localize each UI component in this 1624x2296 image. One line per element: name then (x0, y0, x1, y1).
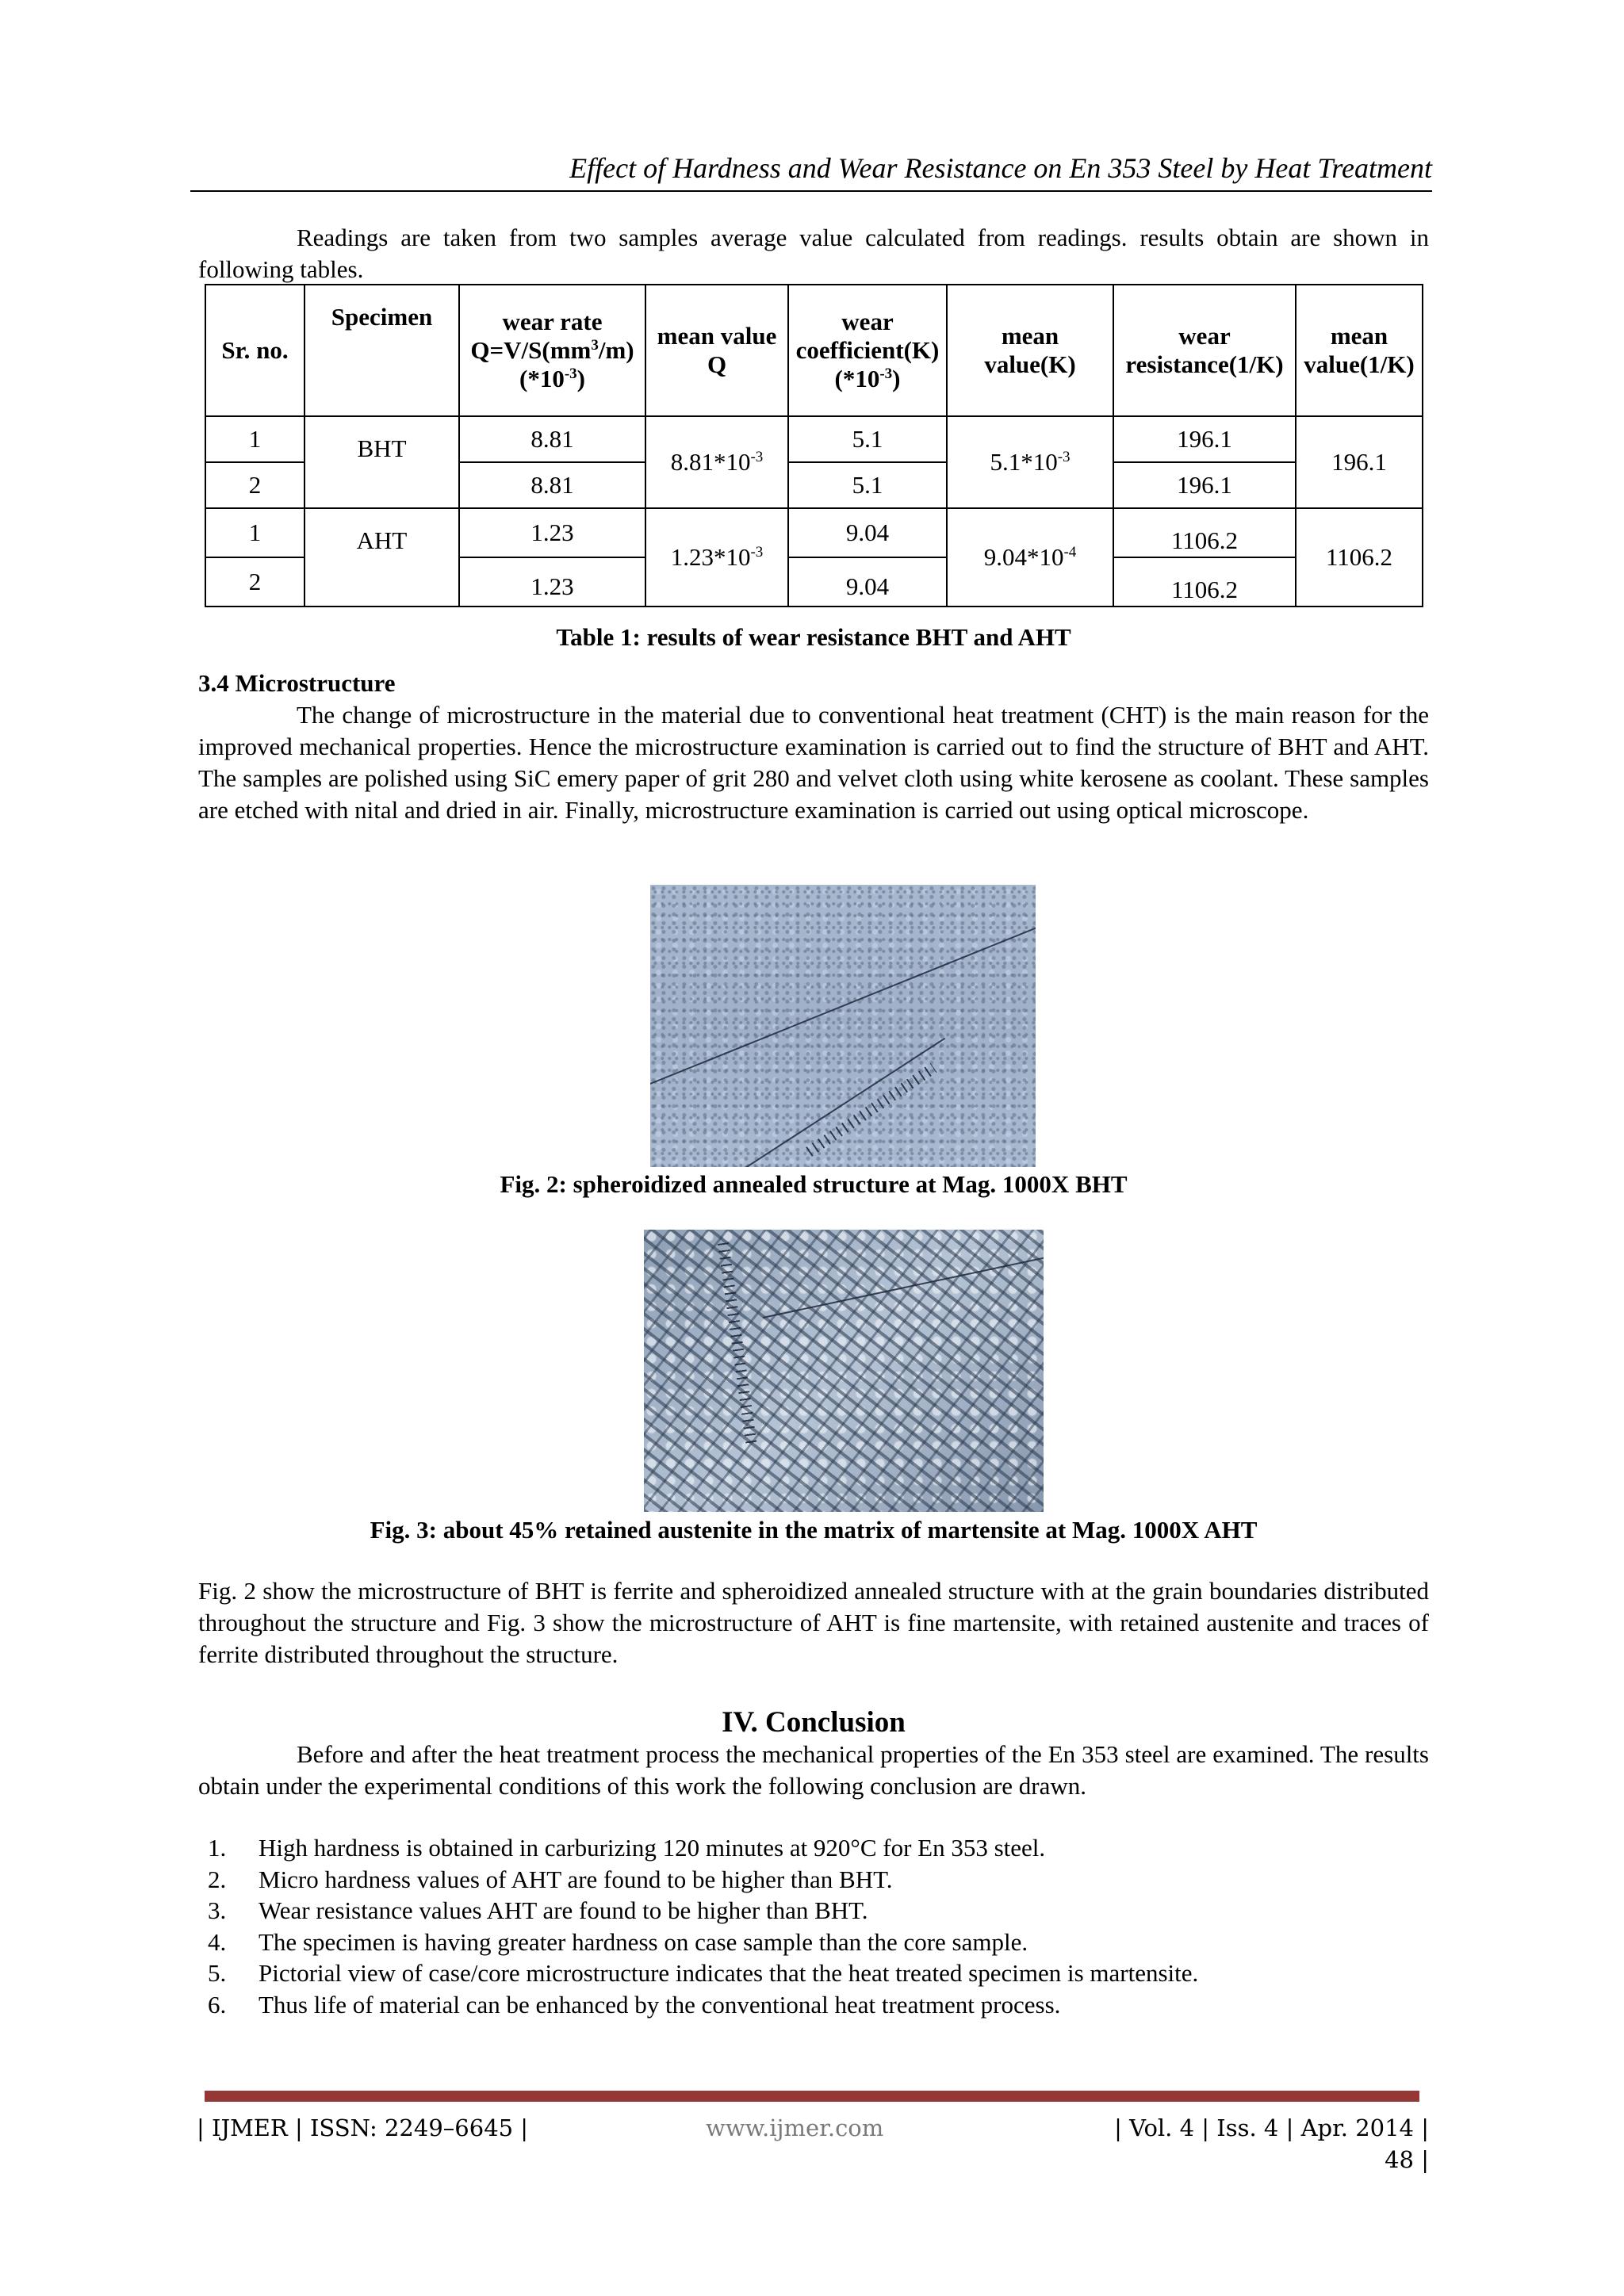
cell-coefficient: 9.04 (788, 508, 947, 557)
header-wear-coefficient: wear coefficient(K) $(*10^{-3})$ (788, 285, 947, 416)
cell-resistance: 196.1 (1113, 462, 1296, 508)
grid-line (763, 1254, 1044, 1318)
cell-sr: 2 (205, 462, 304, 508)
header-wear-rate: wear rate $Q=V/S(mm^3/m)$ $(*10^{-3})$ (459, 285, 645, 416)
list-item: 1. High hardness is obtained in carburizing 120 minutes at 920°C for En 353 steel. (208, 1834, 1046, 1862)
conclusion-paragraph: Before and after the heat treatment process the mechanical properties of the En 353 steel are examined. The results obtain under the experimental conditions of this work the following conclusion are drawn. (198, 1740, 1429, 1800)
scale-ticks (718, 1242, 757, 1448)
footer-rule (205, 2091, 1419, 2102)
list-item: 2. Micro hardness values of AHT are found to be higher than BHT. (208, 1865, 893, 1893)
cell-mean-q-bht: $8.81*10^{-3}$ (645, 416, 788, 508)
grid-line (745, 1038, 945, 1167)
footer-website-link[interactable]: www.ijmer.com (706, 2114, 884, 2141)
figure-3-caption: Fig. 3: about 45% retained austenite in the matrix of martensite at Mag. 1000X AHT (370, 1516, 1258, 1544)
cell-mean-k-aht: $9.04*10^{-4}$ (947, 508, 1113, 607)
cell-mean-q-aht: $1.23*10^{-3}$ (645, 508, 788, 607)
intro-paragraph: Readings are taken from two samples average value calculated from readings. results obtain are shown in following tables. (198, 224, 1429, 283)
micrograph-aht-image (644, 1230, 1044, 1512)
header-mean-q: mean value Q (645, 285, 788, 416)
header-specimen: Specimen (304, 285, 459, 416)
header-rule (190, 190, 1432, 192)
cell-sr: 2 (205, 557, 304, 607)
cell-coefficient: 9.04 (788, 557, 947, 607)
list-item: 3. Wear resistance values AHT are found to be higher than BHT. (208, 1896, 868, 1924)
table-row (205, 416, 1423, 462)
conclusion-heading: IV. Conclusion (722, 1706, 906, 1739)
grid-line (650, 916, 1036, 1085)
wear-resistance-table (205, 284, 1423, 607)
cell-mean-k-bht: $5.1*10^{-3}$ (947, 416, 1113, 508)
header-mean-1k: mean value(1/K) (1296, 285, 1423, 416)
list-item: 6. Thus life of material can be enhanced by the conventional heat treatment process. (208, 1990, 1061, 2019)
footer-journal: | IJMER | ISSN: 2249–6645 | (197, 2114, 529, 2141)
list-item: 5. Pictorial view of case/core microstructure indicates that the heat treated specimen is martensite. (208, 1959, 1199, 1987)
cell-resistance: 196.1 (1113, 416, 1296, 462)
cell-mean-1k-aht: 1106.2 (1296, 508, 1423, 607)
cell-mean-1k-bht: 196.1 (1296, 416, 1423, 508)
table-header-row (205, 285, 1423, 416)
discussion-paragraph: Fig. 2 show the microstructure of BHT is ferrite and spheroidized annealed structure with at the grain boundaries distributed throughout the structure and Fig. 3 show the microstructure of AHT is fine martensite, with retained austenite and traces of ferrite distributed throughout the structure. (198, 1577, 1429, 1668)
table-caption: Table 1: results of wear resistance BHT and AHT (556, 623, 1071, 651)
section-heading-microstructure: 3.4 Microstructure (198, 669, 396, 697)
cell-coefficient: 5.1 (788, 416, 947, 462)
micrograph-bht-image (650, 885, 1036, 1167)
microstructure-paragraph: The change of microstructure in the material due to conventional heat treatment (CHT) is the main reason for the improved mechanical properties. Hence the microstructure examination is carried out to find the structure of BHT and AHT. The samples are polished using SiC emery paper of grit 280 and velvet cloth using white kerosene as coolant. These samples are etched with nital and dried in air. Finally, microstructure examination is carried out using optical microscope. (198, 701, 1429, 824)
footer-issue-page: | Vol. 4 | Iss. 4 | Apr. 2014 | 48 | (1114, 2114, 1429, 2173)
cell-specimen-aht: AHT (304, 508, 459, 607)
header-sr-no: Sr. no. (205, 285, 304, 416)
cell-wear-rate: 1.23 (459, 557, 645, 607)
cell-specimen-bht: BHT (304, 416, 459, 508)
cell-resistance: 1106.2 (1113, 508, 1296, 557)
scale-ticks (806, 1063, 936, 1157)
figure-2-caption: Fig. 2: spheroidized annealed structure at Mag. 1000X BHT (500, 1170, 1128, 1198)
cell-coefficient: 5.1 (788, 462, 947, 508)
cell-resistance: 1106.2 (1113, 557, 1296, 607)
cell-wear-rate: 1.23 (459, 508, 645, 557)
header-wear-resistance: wear resistance(1/K) (1113, 285, 1296, 416)
cell-wear-rate: 8.81 (459, 462, 645, 508)
header-mean-k: mean value(K) (947, 285, 1113, 416)
list-item: 4. The specimen is having greater hardness on case sample than the core sample. (208, 1927, 1028, 1956)
running-head: Effect of Hardness and Wear Resistance on En 353 Steel by Heat Treatment (569, 152, 1432, 184)
table-row (205, 508, 1423, 557)
cell-sr: 1 (205, 416, 304, 462)
cell-sr: 1 (205, 508, 304, 557)
conclusion-list (198, 1832, 1198, 2020)
cell-wear-rate: 8.81 (459, 416, 645, 462)
